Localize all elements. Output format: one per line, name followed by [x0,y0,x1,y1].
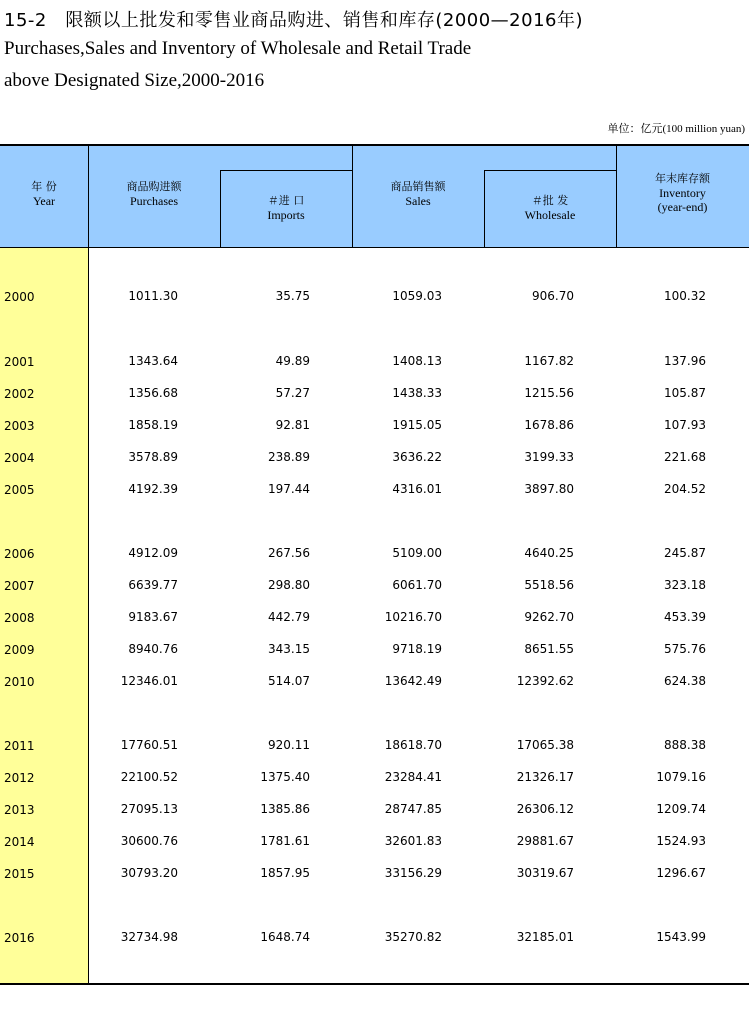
row-imports: 197.44 [268,482,310,496]
row-imports: 1375.40 [260,770,310,784]
row-wholesale: 1678.86 [524,418,574,432]
row-inventory: 888.38 [664,738,706,752]
row-imports: 35.75 [275,289,310,303]
row-sales: 33156.29 [384,866,442,880]
row-wholesale: 906.70 [532,289,574,303]
header-purchases: 商品购进额 Purchases [126,180,182,208]
row-imports: 298.80 [268,578,310,592]
row-wholesale: 1215.56 [524,386,574,400]
row-sales: 1059.03 [392,289,442,303]
header-inventory: 年末库存额 Inventory (year-end) [655,172,710,214]
row-inventory: 1543.99 [656,930,706,944]
row-sales: 23284.41 [384,770,442,784]
row-wholesale: 1167.82 [524,354,574,368]
row-wholesale: 26306.12 [516,802,574,816]
row-purchases: 17760.51 [120,738,178,752]
header-year: 年 份 Year [31,180,57,208]
row-imports: 92.81 [275,418,310,432]
row-purchases: 27095.13 [120,802,178,816]
row-sales: 4316.01 [392,482,442,496]
row-purchases: 1343.64 [128,354,178,368]
row-inventory: 1079.16 [656,770,706,784]
table-bottom-border [0,983,749,985]
data-table [0,144,749,985]
row-sales: 13642.49 [384,674,442,688]
row-purchases: 4912.09 [128,546,178,560]
row-sales: 32601.83 [384,834,442,848]
row-year: 2011 [4,739,35,753]
title-english-line2: above Designated Size,2000-2016 [4,70,265,91]
imports-top-border [220,170,352,171]
row-imports: 1857.95 [260,866,310,880]
row-purchases: 30600.76 [120,834,178,848]
row-sales: 9718.19 [392,642,442,656]
row-year: 2003 [4,419,35,433]
row-purchases: 22100.52 [120,770,178,784]
title-chinese: 15-2 限额以上批发和零售业商品购进、销售和库存(2000—2016年) [4,10,584,31]
row-inventory: 245.87 [664,546,706,560]
row-imports: 49.89 [275,354,310,368]
row-year: 2010 [4,675,35,689]
row-wholesale: 21326.17 [516,770,574,784]
row-imports: 1781.61 [260,834,310,848]
row-inventory: 221.68 [664,450,706,464]
row-inventory: 105.87 [664,386,706,400]
row-inventory: 323.18 [664,578,706,592]
row-purchases: 12346.01 [120,674,178,688]
row-wholesale: 29881.67 [516,834,574,848]
row-sales: 1438.33 [392,386,442,400]
row-year: 2004 [4,451,35,465]
row-sales: 1408.13 [392,354,442,368]
row-inventory: 204.52 [664,482,706,496]
header-imports: ＃进 口 Imports [267,194,305,222]
row-imports: 1648.74 [260,930,310,944]
row-wholesale: 32185.01 [516,930,574,944]
row-sales: 18618.70 [384,738,442,752]
wholesale-top-border [484,170,616,171]
row-imports: 920.11 [268,738,310,752]
row-purchases: 6639.77 [128,578,178,592]
row-inventory: 1209.74 [656,802,706,816]
row-wholesale: 8651.55 [524,642,574,656]
header-sales: 商品销售额 Sales [390,180,446,208]
row-year: 2005 [4,483,35,497]
row-imports: 238.89 [268,450,310,464]
row-year: 2009 [4,643,35,657]
row-inventory: 137.96 [664,354,706,368]
row-imports: 442.79 [268,610,310,624]
row-year: 2006 [4,547,35,561]
row-purchases: 8940.76 [128,642,178,656]
row-inventory: 453.39 [664,610,706,624]
row-wholesale: 17065.38 [516,738,574,752]
row-inventory: 107.93 [664,418,706,432]
row-year: 2000 [4,290,35,304]
row-imports: 57.27 [275,386,310,400]
row-year: 2001 [4,355,35,369]
row-wholesale: 30319.67 [516,866,574,880]
row-purchases: 30793.20 [120,866,178,880]
row-year: 2016 [4,931,35,945]
row-imports: 1385.86 [260,802,310,816]
row-year: 2002 [4,387,35,401]
row-sales: 28747.85 [384,802,442,816]
row-inventory: 1524.93 [656,834,706,848]
row-year: 2014 [4,835,35,849]
row-wholesale: 9262.70 [524,610,574,624]
row-imports: 343.15 [268,642,310,656]
row-purchases: 1858.19 [128,418,178,432]
row-wholesale: 5518.56 [524,578,574,592]
row-purchases: 1356.68 [128,386,178,400]
row-sales: 5109.00 [392,546,442,560]
row-imports: 267.56 [268,546,310,560]
row-purchases: 3578.89 [128,450,178,464]
year-column-divider [88,144,89,984]
row-sales: 3636.22 [392,450,442,464]
row-sales: 1915.05 [392,418,442,432]
row-year: 2015 [4,867,35,881]
row-purchases: 1011.30 [128,289,178,303]
row-imports: 514.07 [268,674,310,688]
header-wholesale: ＃批 发 Wholesale [524,194,576,222]
row-purchases: 32734.98 [120,930,178,944]
row-year: 2007 [4,579,35,593]
row-wholesale: 4640.25 [524,546,574,560]
table-top-border [0,144,749,146]
unit-cn: 单位：亿元 [607,122,663,135]
row-sales: 6061.70 [392,578,442,592]
header-bottom-border [0,247,749,248]
row-purchases: 4192.39 [128,482,178,496]
row-inventory: 575.76 [664,642,706,656]
row-inventory: 100.32 [664,289,706,303]
row-inventory: 624.38 [664,674,706,688]
row-purchases: 9183.67 [128,610,178,624]
row-sales: 35270.82 [384,930,442,944]
row-year: 2013 [4,803,35,817]
row-sales: 10216.70 [384,610,442,624]
row-year: 2008 [4,611,35,625]
row-year: 2012 [4,771,35,785]
unit-en: (100 million yuan) [662,123,745,135]
row-wholesale: 12392.62 [516,674,574,688]
row-inventory: 1296.67 [656,866,706,880]
unit-label [608,120,746,136]
row-wholesale: 3199.33 [524,450,574,464]
title-english-line1: Purchases,Sales and Inventory of Wholesale and Retail Trade [4,38,472,59]
row-wholesale: 3897.80 [524,482,574,496]
